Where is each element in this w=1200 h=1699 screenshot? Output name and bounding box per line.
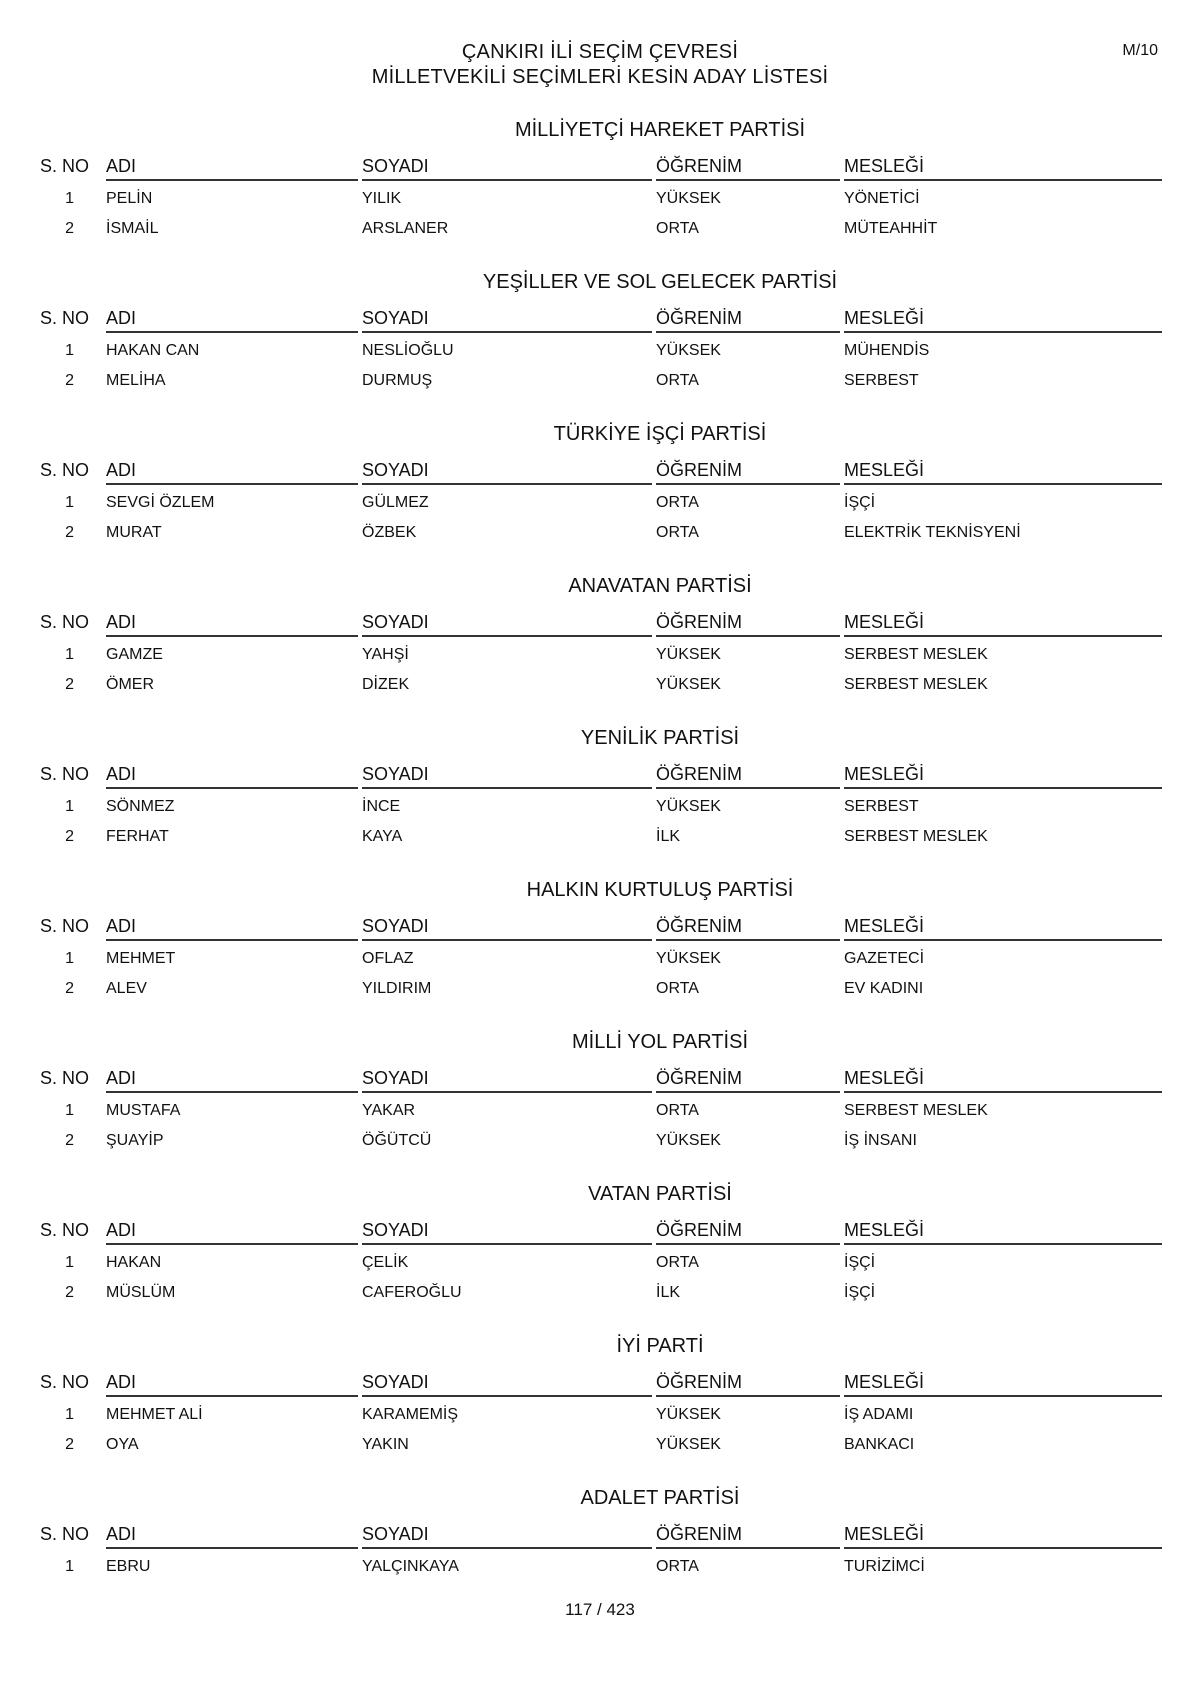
column-header-ogrenim: ÖĞRENİM (656, 1068, 840, 1093)
cell-meslegi: SERBEST MESLEK (844, 828, 988, 845)
cell-adi: MEHMET (106, 950, 176, 967)
cell-meslegi: MÜTEAHHİT (844, 220, 938, 237)
cell-soyadi: NESLİOĞLU (362, 342, 454, 359)
cell-no: 1 (65, 494, 74, 511)
column-header-adi: ADI (106, 764, 358, 789)
column-header-meslegi: MESLEĞİ (844, 764, 1162, 789)
page-code: M/10 (1122, 42, 1158, 59)
column-header-ogrenim: ÖĞRENİM (656, 764, 840, 789)
table-row (40, 822, 1162, 852)
table-header (40, 302, 1162, 336)
party-name: ADALET PARTİSİ (580, 1487, 740, 1509)
column-header-meslegi: MESLEĞİ (844, 1220, 1162, 1245)
table-row (40, 792, 1162, 822)
table-row (40, 488, 1162, 518)
table-row (40, 184, 1162, 214)
column-header-soyadi: SOYADI (362, 1220, 652, 1245)
party-name: VATAN PARTİSİ (588, 1183, 732, 1205)
cell-meslegi: ELEKTRİK TEKNİSYENİ (844, 524, 1021, 541)
table-row (40, 1552, 1162, 1582)
cell-adi: OYA (106, 1436, 139, 1453)
cell-no: 1 (65, 646, 74, 663)
party-section (40, 422, 1162, 574)
cell-adi: MUSTAFA (106, 1102, 181, 1119)
table-header (40, 1062, 1162, 1096)
cell-soyadi: ARSLANER (362, 220, 449, 237)
column-header-ogrenim: ÖĞRENİM (656, 1524, 840, 1549)
cell-no: 2 (65, 524, 74, 541)
party-section (40, 1334, 1162, 1486)
cell-adi: FERHAT (106, 828, 169, 845)
cell-meslegi: SERBEST (844, 798, 919, 815)
column-header-ogrenim: ÖĞRENİM (656, 1220, 840, 1245)
cell-soyadi: İNCE (362, 798, 401, 815)
table-header (40, 758, 1162, 792)
cell-adi: ŞUAYİP (106, 1132, 164, 1149)
cell-no: 1 (65, 1254, 74, 1271)
cell-ogrenim: ORTA (656, 524, 699, 541)
column-header-soyadi: SOYADI (362, 916, 652, 941)
column-header-meslegi: MESLEĞİ (844, 1372, 1162, 1397)
cell-soyadi: ÖZBEK (362, 524, 417, 541)
column-header-no: S. NO (40, 1068, 90, 1088)
cell-adi: MEHMET ALİ (106, 1406, 203, 1423)
cell-ogrenim: YÜKSEK (656, 190, 721, 207)
cell-no: 2 (65, 980, 74, 997)
table-row (40, 1430, 1162, 1460)
party-section (40, 118, 1162, 270)
party-name: İYİ PARTİ (616, 1335, 704, 1357)
page-number: 117 / 423 (565, 1600, 635, 1619)
cell-adi: MÜSLÜM (106, 1284, 176, 1301)
cell-soyadi: YILIK (362, 190, 402, 207)
cell-meslegi: BANKACI (844, 1436, 915, 1453)
cell-meslegi: MÜHENDİS (844, 342, 930, 359)
cell-soyadi: ÇELİK (362, 1254, 409, 1271)
column-header-ogrenim: ÖĞRENİM (656, 308, 840, 333)
cell-adi: HAKAN CAN (106, 342, 200, 359)
document-title (0, 40, 1200, 90)
column-header-adi: ADI (106, 308, 358, 333)
cell-ogrenim: YÜKSEK (656, 950, 721, 967)
cell-meslegi: EV KADINI (844, 980, 924, 997)
column-header-ogrenim: ÖĞRENİM (656, 1372, 840, 1397)
table-row (40, 214, 1162, 244)
party-section (40, 270, 1162, 422)
cell-adi: İSMAİL (106, 220, 159, 237)
table-header (40, 1366, 1162, 1400)
cell-ogrenim: İLK (656, 1284, 681, 1301)
party-section (40, 726, 1162, 878)
cell-meslegi: İŞÇİ (844, 494, 876, 511)
table-header (40, 454, 1162, 488)
party-name: YEŞİLLER VE SOL GELECEK PARTİSİ (482, 271, 838, 293)
cell-ogrenim: YÜKSEK (656, 676, 721, 693)
column-header-soyadi: SOYADI (362, 460, 652, 485)
cell-meslegi: TURİZİMCİ (844, 1558, 925, 1575)
cell-soyadi: YAHŞİ (362, 646, 409, 663)
column-header-soyadi: SOYADI (362, 156, 652, 181)
cell-meslegi: SERBEST MESLEK (844, 646, 988, 663)
cell-adi: HAKAN (106, 1254, 162, 1271)
cell-ogrenim: İLK (656, 828, 681, 845)
column-header-no: S. NO (40, 612, 90, 632)
cell-adi: SEVGİ ÖZLEM (106, 494, 215, 511)
cell-no: 2 (65, 1284, 74, 1301)
column-header-adi: ADI (106, 612, 358, 637)
column-header-meslegi: MESLEĞİ (844, 156, 1162, 181)
cell-soyadi: YALÇINKAYA (362, 1558, 459, 1575)
table-row (40, 670, 1162, 700)
party-name: MİLLİYETÇİ HAREKET PARTİSİ (514, 119, 806, 141)
cell-soyadi: YAKIN (362, 1436, 409, 1453)
cell-adi: MELİHA (106, 372, 166, 389)
party-name: MİLLİ YOL PARTİSİ (572, 1031, 748, 1053)
column-header-adi: ADI (106, 1524, 358, 1549)
table-header (40, 606, 1162, 640)
table-row (40, 1278, 1162, 1308)
column-header-no: S. NO (40, 916, 90, 936)
column-header-no: S. NO (40, 156, 90, 176)
cell-adi: ÖMER (106, 676, 154, 693)
table-row (40, 366, 1162, 396)
cell-soyadi: KARAMEMİŞ (362, 1406, 459, 1423)
cell-no: 2 (65, 372, 74, 389)
cell-soyadi: CAFEROĞLU (362, 1284, 462, 1301)
party-name: ANAVATAN PARTİSİ (568, 575, 752, 597)
cell-adi: PELİN (106, 190, 153, 207)
party-name: YENİLİK PARTİSİ (580, 727, 740, 749)
table-header (40, 1518, 1162, 1552)
column-header-ogrenim: ÖĞRENİM (656, 460, 840, 485)
cell-meslegi: GAZETECİ (844, 950, 925, 967)
cell-ogrenim: ORTA (656, 220, 699, 237)
column-header-meslegi: MESLEĞİ (844, 612, 1162, 637)
cell-no: 2 (65, 676, 74, 693)
cell-soyadi: YILDIRIM (362, 980, 432, 997)
party-name: HALKIN KURTULUŞ PARTİSİ (526, 879, 794, 901)
cell-meslegi: İŞ ADAMI (844, 1406, 914, 1423)
column-header-ogrenim: ÖĞRENİM (656, 612, 840, 637)
column-header-no: S. NO (40, 1524, 90, 1544)
column-header-adi: ADI (106, 1068, 358, 1093)
table-row (40, 974, 1162, 1004)
table-header (40, 1214, 1162, 1248)
column-header-adi: ADI (106, 916, 358, 941)
column-header-meslegi: MESLEĞİ (844, 1524, 1162, 1549)
title-line-1: ÇANKIRI İLİ SEÇİM ÇEVRESİ (461, 41, 739, 63)
column-header-soyadi: SOYADI (362, 1524, 652, 1549)
cell-ogrenim: YÜKSEK (656, 1406, 721, 1423)
cell-ogrenim: YÜKSEK (656, 342, 721, 359)
column-header-adi: ADI (106, 460, 358, 485)
cell-no: 1 (65, 190, 74, 207)
cell-no: 1 (65, 950, 74, 967)
column-header-no: S. NO (40, 1372, 90, 1392)
title-line-2: MİLLETVEKİLİ SEÇİMLERİ KESİN ADAY LİSTESİ (371, 66, 829, 88)
cell-no: 1 (65, 1558, 74, 1575)
cell-meslegi: SERBEST MESLEK (844, 1102, 988, 1119)
cell-ogrenim: ORTA (656, 1254, 699, 1271)
cell-ogrenim: YÜKSEK (656, 1132, 721, 1149)
column-header-meslegi: MESLEĞİ (844, 916, 1162, 941)
cell-soyadi: ÖĞÜTCÜ (362, 1132, 432, 1149)
table-header (40, 910, 1162, 944)
party-section (40, 1182, 1162, 1334)
column-header-no: S. NO (40, 308, 90, 328)
cell-soyadi: DİZEK (362, 676, 410, 693)
cell-ogrenim: ORTA (656, 980, 699, 997)
cell-ogrenim: ORTA (656, 1102, 699, 1119)
column-header-meslegi: MESLEĞİ (844, 308, 1162, 333)
cell-ogrenim: YÜKSEK (656, 1436, 721, 1453)
cell-soyadi: KAYA (362, 828, 403, 845)
cell-ogrenim: ORTA (656, 1558, 699, 1575)
column-header-soyadi: SOYADI (362, 612, 652, 637)
table-row (40, 1248, 1162, 1278)
cell-ogrenim: YÜKSEK (656, 646, 721, 663)
column-header-no: S. NO (40, 1220, 90, 1240)
table-header (40, 150, 1162, 184)
column-header-soyadi: SOYADI (362, 1372, 652, 1397)
column-header-soyadi: SOYADI (362, 308, 652, 333)
table-row (40, 518, 1162, 548)
cell-ogrenim: YÜKSEK (656, 798, 721, 815)
cell-meslegi: SERBEST (844, 372, 919, 389)
cell-ogrenim: ORTA (656, 372, 699, 389)
column-header-soyadi: SOYADI (362, 764, 652, 789)
party-name: TÜRKİYE İŞÇİ PARTİSİ (553, 423, 767, 445)
table-row (40, 1400, 1162, 1430)
cell-meslegi: İŞÇİ (844, 1284, 876, 1301)
cell-adi: SÖNMEZ (106, 798, 175, 815)
cell-adi: ALEV (106, 980, 147, 997)
column-header-no: S. NO (40, 460, 90, 480)
cell-meslegi: İŞÇİ (844, 1254, 876, 1271)
cell-meslegi: YÖNETİCİ (844, 190, 920, 207)
cell-adi: GAMZE (106, 646, 163, 663)
column-header-adi: ADI (106, 1220, 358, 1245)
party-section (40, 878, 1162, 1030)
party-sections (40, 118, 1162, 1638)
cell-no: 2 (65, 1436, 74, 1453)
cell-no: 2 (65, 1132, 74, 1149)
column-header-meslegi: MESLEĞİ (844, 460, 1162, 485)
cell-soyadi: DURMUŞ (362, 372, 433, 389)
column-header-ogrenim: ÖĞRENİM (656, 916, 840, 941)
cell-no: 2 (65, 828, 74, 845)
column-header-meslegi: MESLEĞİ (844, 1068, 1162, 1093)
cell-no: 1 (65, 798, 74, 815)
table-row (40, 944, 1162, 974)
column-header-adi: ADI (106, 156, 358, 181)
party-section (40, 1030, 1162, 1182)
table-row (40, 1096, 1162, 1126)
cell-no: 2 (65, 220, 74, 237)
column-header-adi: ADI (106, 1372, 358, 1397)
cell-adi: MURAT (106, 524, 162, 541)
cell-adi: EBRU (106, 1558, 151, 1575)
column-header-ogrenim: ÖĞRENİM (656, 156, 840, 181)
table-row (40, 336, 1162, 366)
cell-no: 1 (65, 1102, 74, 1119)
cell-ogrenim: ORTA (656, 494, 699, 511)
cell-meslegi: İŞ İNSANI (844, 1132, 917, 1149)
party-section (40, 574, 1162, 726)
cell-no: 1 (65, 342, 74, 359)
column-header-soyadi: SOYADI (362, 1068, 652, 1093)
table-row (40, 1126, 1162, 1156)
cell-meslegi: SERBEST MESLEK (844, 676, 988, 693)
cell-no: 1 (65, 1406, 74, 1423)
table-row (40, 640, 1162, 670)
column-header-no: S. NO (40, 764, 90, 784)
cell-soyadi: YAKAR (362, 1102, 416, 1119)
cell-soyadi: OFLAZ (362, 950, 414, 967)
cell-soyadi: GÜLMEZ (362, 494, 429, 511)
